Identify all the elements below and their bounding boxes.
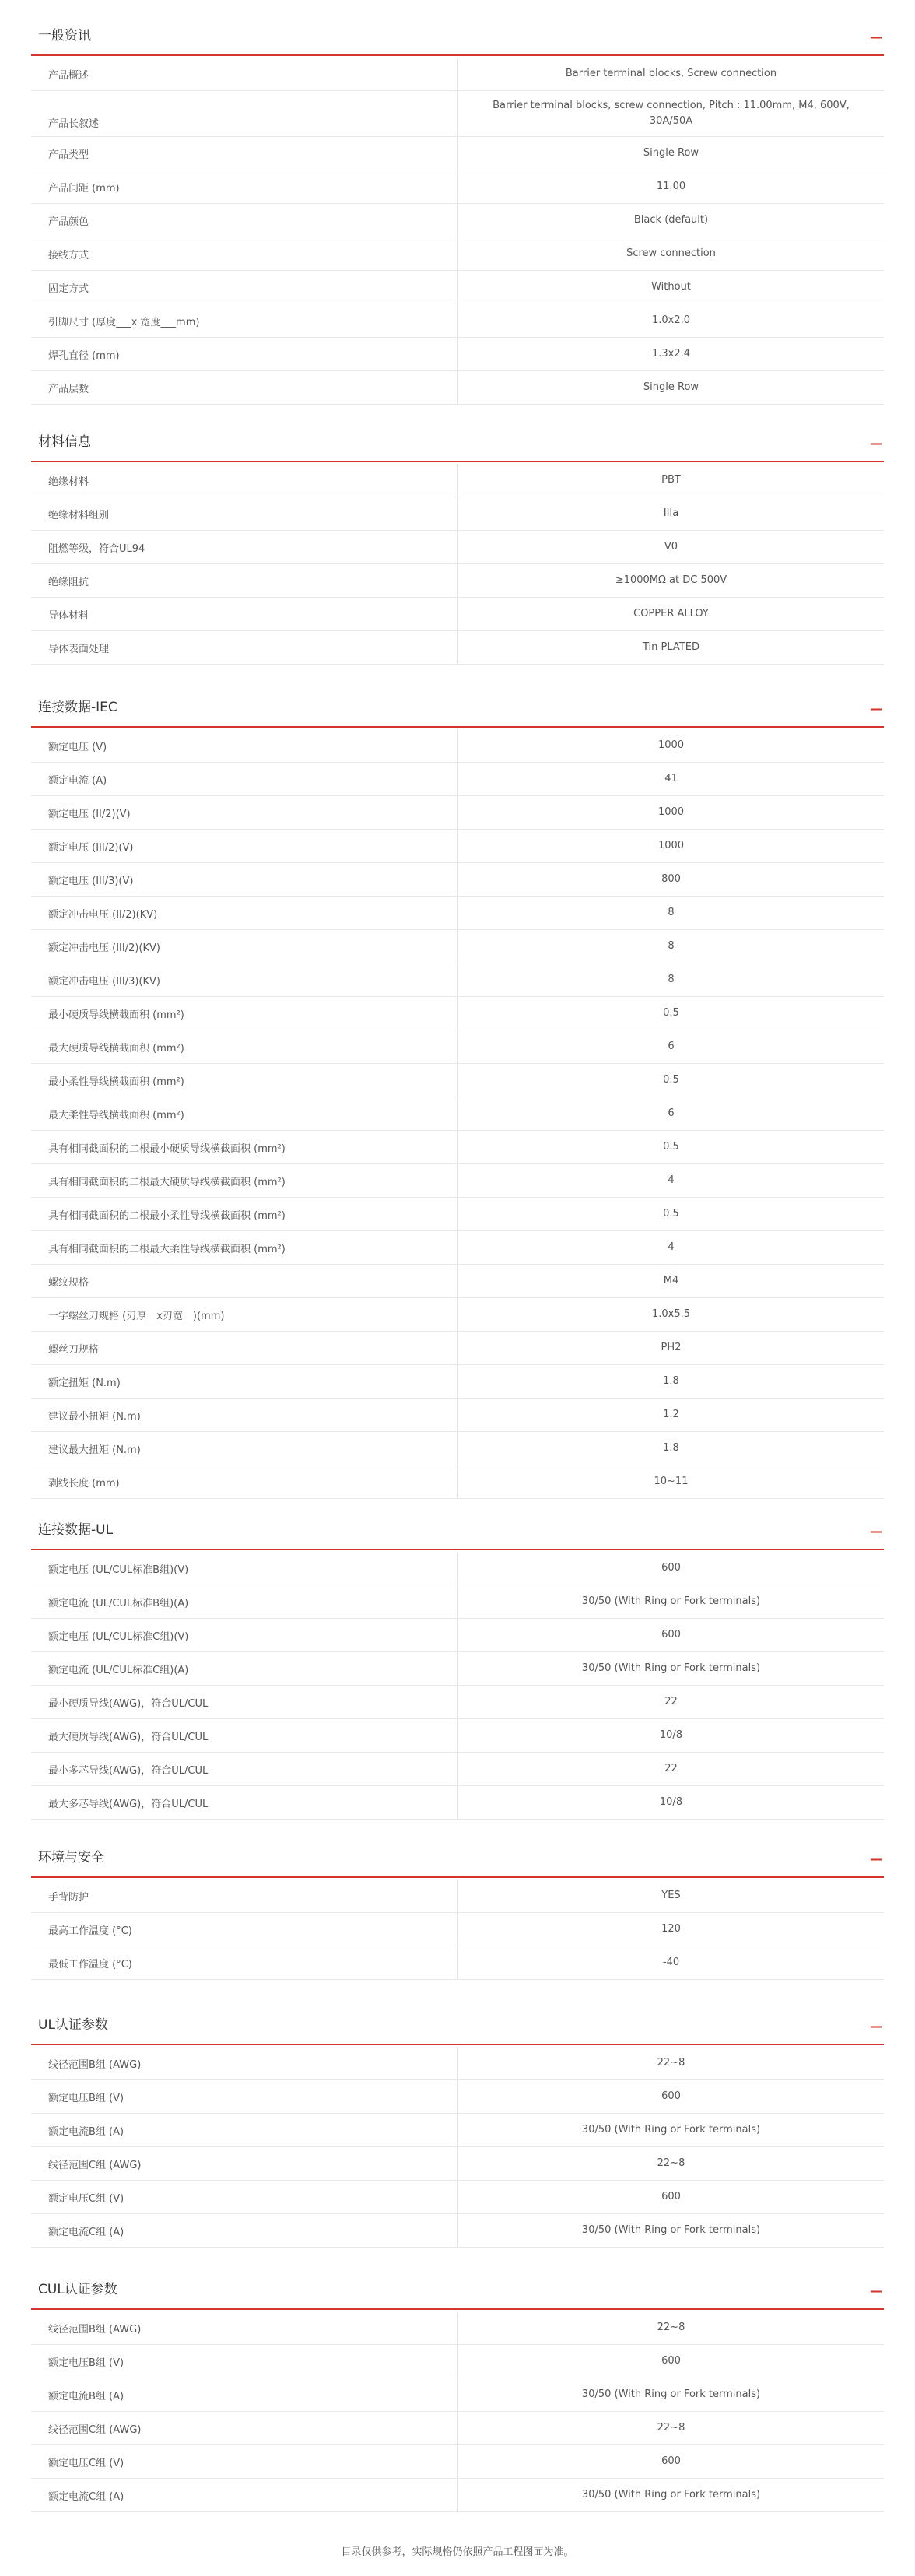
table-row bbox=[31, 1946, 884, 1980]
spec-label: 产品层数 bbox=[31, 371, 458, 404]
spec-label: 产品长叙述 bbox=[31, 91, 458, 136]
spec-label: 产品颜色 bbox=[31, 204, 458, 237]
table-row bbox=[31, 1198, 884, 1231]
table-row bbox=[31, 598, 884, 631]
table-row bbox=[31, 497, 884, 531]
table-row bbox=[31, 2345, 884, 2378]
section-header[interactable] bbox=[31, 2276, 884, 2299]
section-divider bbox=[31, 1876, 884, 1878]
spec-value: PBT bbox=[661, 474, 681, 486]
spec-label: 产品类型 bbox=[31, 137, 458, 170]
table-row bbox=[31, 1231, 884, 1265]
table-row bbox=[31, 2214, 884, 2248]
spec-label: 最小多芯导线(AWG)，符合UL/CUL bbox=[31, 1753, 458, 1785]
spec-value: V0 bbox=[664, 541, 678, 553]
table-row bbox=[31, 2311, 884, 2345]
table-row bbox=[31, 58, 884, 91]
table-row bbox=[31, 1913, 884, 1946]
table-row bbox=[31, 863, 884, 897]
section-title: CUL认证参数 bbox=[38, 2281, 117, 2297]
table-row bbox=[31, 2412, 884, 2445]
table-row bbox=[31, 1097, 884, 1131]
spec-value: 6 bbox=[668, 1041, 675, 1052]
spec-value: 1.8 bbox=[663, 1442, 679, 1454]
spec-table bbox=[31, 1552, 884, 1820]
table-row bbox=[31, 1753, 884, 1786]
spec-value: 4 bbox=[668, 1174, 675, 1186]
spec-value: Barrier terminal blocks, Screw connection bbox=[565, 68, 777, 79]
spec-label: 额定电压C组 (V) bbox=[31, 2181, 458, 2213]
section-divider bbox=[31, 54, 884, 56]
spec-label: 焊孔直径 (mm) bbox=[31, 338, 458, 370]
spec-value: YES bbox=[661, 1890, 681, 1901]
spec-label: 产品间距 (mm) bbox=[31, 170, 458, 203]
table-row bbox=[31, 531, 884, 564]
table-row bbox=[31, 1465, 884, 1499]
spec-table bbox=[31, 2311, 884, 2512]
spec-value: 1.0x5.5 bbox=[651, 1308, 691, 1320]
section-divider bbox=[31, 461, 884, 462]
spec-label: 最小硬质导线(AWG)，符合UL/CUL bbox=[31, 1686, 458, 1718]
table-row bbox=[31, 1298, 884, 1332]
section-header[interactable] bbox=[31, 693, 884, 717]
table-row bbox=[31, 1164, 884, 1198]
spec-label: 额定电流C组 (A) bbox=[31, 2479, 458, 2511]
spec-value: 600 bbox=[661, 1562, 681, 1574]
table-row bbox=[31, 1719, 884, 1753]
section-title: UL认证参数 bbox=[38, 2016, 108, 2033]
spec-label: 绝缘材料组别 bbox=[31, 497, 458, 530]
table-row bbox=[31, 1786, 884, 1820]
table-row bbox=[31, 1064, 884, 1097]
spec-value: 600 bbox=[661, 2355, 681, 2367]
table-row bbox=[31, 963, 884, 997]
spec-table bbox=[31, 729, 884, 1499]
spec-label: 最低工作温度 (°C) bbox=[31, 1946, 458, 1979]
spec-label: 额定电流B组 (A) bbox=[31, 2114, 458, 2146]
spec-label: 最小硬质导线横截面积 (mm²) bbox=[31, 997, 458, 1030]
section-divider bbox=[31, 1549, 884, 1550]
spec-table bbox=[31, 1879, 884, 1980]
table-row bbox=[31, 796, 884, 830]
spec-label: 绝缘阻抗 bbox=[31, 564, 458, 597]
spec-value: 22~8 bbox=[657, 2157, 685, 2169]
spec-label: 额定电压 (UL/CUL标准C组)(V) bbox=[31, 1619, 458, 1651]
table-row bbox=[31, 2080, 884, 2114]
spec-label: 导体材料 bbox=[31, 598, 458, 630]
spec-value: COPPER ALLOY bbox=[633, 608, 709, 619]
spec-value: 10/8 bbox=[659, 1796, 683, 1808]
spec-value: 8 bbox=[668, 907, 675, 918]
spec-value: Without bbox=[651, 281, 691, 293]
spec-value: 0.5 bbox=[663, 1074, 679, 1086]
spec-value: -40 bbox=[662, 1957, 680, 1968]
spec-label: 额定电压B组 (V) bbox=[31, 2345, 458, 2378]
section-header[interactable] bbox=[31, 1844, 884, 1867]
spec-label: 阻燃等级，符合UL94 bbox=[31, 531, 458, 563]
spec-value: 10/8 bbox=[659, 1729, 683, 1741]
spec-label: 产品概述 bbox=[31, 58, 458, 90]
spec-value: 30/50 (With Ring or Fork terminals) bbox=[581, 2388, 761, 2400]
spec-value: 600 bbox=[661, 2455, 681, 2467]
spec-label: 额定电流 (UL/CUL标准C组)(A) bbox=[31, 1652, 458, 1685]
section-title: 连接数据-IEC bbox=[38, 699, 117, 715]
spec-label: 额定电压 (UL/CUL标准B组)(V) bbox=[31, 1552, 458, 1585]
collapse-icon[interactable]: — bbox=[870, 1523, 882, 1539]
table-row bbox=[31, 338, 884, 371]
table-row bbox=[31, 1619, 884, 1652]
spec-value: M4 bbox=[663, 1275, 679, 1286]
spec-label: 额定电压 (III/2)(V) bbox=[31, 830, 458, 862]
spec-label: 额定冲击电压 (II/2)(KV) bbox=[31, 897, 458, 929]
spec-value: IIIa bbox=[663, 507, 679, 519]
spec-label: 接线方式 bbox=[31, 237, 458, 270]
spec-label: 导体表面处理 bbox=[31, 631, 458, 664]
collapse-icon[interactable]: — bbox=[870, 2018, 882, 2034]
spec-table bbox=[31, 2047, 884, 2248]
spec-value: 120 bbox=[661, 1923, 681, 1935]
spec-value: 1.8 bbox=[663, 1375, 679, 1387]
section-header[interactable] bbox=[31, 1516, 884, 1539]
spec-value: ≥1000MΩ at DC 500V bbox=[615, 574, 727, 586]
spec-value: 0.5 bbox=[663, 1208, 679, 1220]
spec-label: 具有相同截面积的二根最大柔性导线横截面积 (mm²) bbox=[31, 1231, 458, 1264]
spec-value: 4 bbox=[668, 1241, 675, 1253]
collapse-icon[interactable]: — bbox=[870, 700, 882, 716]
table-row bbox=[31, 2445, 884, 2479]
table-row bbox=[31, 1131, 884, 1164]
spec-label: 螺纹规格 bbox=[31, 1265, 458, 1297]
spec-label: 额定冲击电压 (III/2)(KV) bbox=[31, 930, 458, 963]
spec-value: 41 bbox=[664, 773, 678, 784]
spec-label: 线径范围B组 (AWG) bbox=[31, 2311, 458, 2344]
table-row bbox=[31, 1552, 884, 1585]
spec-value: 8 bbox=[668, 940, 675, 952]
table-row bbox=[31, 204, 884, 237]
spec-value: 22 bbox=[664, 1763, 678, 1774]
spec-value: Single Row bbox=[643, 147, 699, 159]
spec-label: 线径范围C组 (AWG) bbox=[31, 2412, 458, 2444]
spec-table bbox=[31, 58, 884, 405]
spec-value: 600 bbox=[661, 1629, 681, 1641]
section-header[interactable] bbox=[31, 428, 884, 451]
disclaimer-footer: 目录仅供参考，实际规格仍依照产品工程图面为准。 bbox=[341, 2546, 574, 2558]
spec-value: Black (default) bbox=[633, 214, 709, 226]
spec-label: 具有相同截面积的二根最小柔性导线横截面积 (mm²) bbox=[31, 1198, 458, 1230]
spec-value: 0.5 bbox=[663, 1007, 679, 1019]
spec-value: 22~8 bbox=[657, 2057, 685, 2069]
spec-label: 额定电压C组 (V) bbox=[31, 2445, 458, 2478]
section-header[interactable] bbox=[31, 2011, 884, 2034]
spec-value: 1.3x2.4 bbox=[651, 348, 691, 360]
table-row bbox=[31, 1686, 884, 1719]
table-row bbox=[31, 2047, 884, 2080]
spec-value: 22~8 bbox=[657, 2422, 685, 2434]
table-row bbox=[31, 1365, 884, 1399]
spec-label: 最高工作温度 (°C) bbox=[31, 1913, 458, 1946]
collapse-icon[interactable]: — bbox=[870, 1851, 882, 1866]
table-row bbox=[31, 997, 884, 1030]
table-row bbox=[31, 1399, 884, 1432]
table-row bbox=[31, 930, 884, 963]
spec-label: 额定电压B组 (V) bbox=[31, 2080, 458, 2113]
spec-value: 30/50 (With Ring or Fork terminals) bbox=[581, 1595, 761, 1607]
section-title: 材料信息 bbox=[38, 433, 91, 450]
spec-value: 8 bbox=[668, 974, 675, 985]
section-divider bbox=[31, 2044, 884, 2045]
spec-value: 0.5 bbox=[663, 1141, 679, 1153]
spec-label: 引脚尺寸 (厚度___x 宽度___mm) bbox=[31, 304, 458, 337]
table-row bbox=[31, 2479, 884, 2512]
table-row bbox=[31, 2378, 884, 2412]
section-header[interactable] bbox=[31, 22, 884, 45]
table-row bbox=[31, 2147, 884, 2181]
spec-value: 600 bbox=[661, 2090, 681, 2102]
spec-value: 11.00 bbox=[656, 181, 686, 192]
table-row bbox=[31, 2114, 884, 2147]
spec-label: 最大柔性导线横截面积 (mm²) bbox=[31, 1097, 458, 1130]
spec-label: 螺丝刀规格 bbox=[31, 1332, 458, 1364]
spec-value: 30/50 (With Ring or Fork terminals) bbox=[581, 2489, 761, 2501]
table-row bbox=[31, 1030, 884, 1064]
spec-value: 1000 bbox=[657, 806, 685, 818]
spec-label: 最小柔性导线横截面积 (mm²) bbox=[31, 1064, 458, 1097]
table-row bbox=[31, 763, 884, 796]
spec-label: 线径范围C组 (AWG) bbox=[31, 2147, 458, 2180]
spec-value: 22~8 bbox=[657, 2322, 685, 2333]
spec-label: 建议最小扭矩 (N.m) bbox=[31, 1399, 458, 1431]
table-row bbox=[31, 1265, 884, 1298]
collapse-icon[interactable]: — bbox=[870, 435, 882, 451]
spec-table bbox=[31, 464, 884, 665]
table-row bbox=[31, 729, 884, 763]
spec-label: 手背防护 bbox=[31, 1879, 458, 1912]
table-row bbox=[31, 371, 884, 405]
spec-label: 线径范围B组 (AWG) bbox=[31, 2047, 458, 2079]
table-row bbox=[31, 2181, 884, 2214]
spec-label: 额定冲击电压 (III/3)(KV) bbox=[31, 963, 458, 996]
spec-label: 最大多芯导线(AWG)，符合UL/CUL bbox=[31, 1786, 458, 1819]
spec-label: 具有相同截面积的二根最小硬质导线横截面积 (mm²) bbox=[31, 1131, 458, 1163]
spec-label: 额定电压 (III/3)(V) bbox=[31, 863, 458, 896]
collapse-icon[interactable]: — bbox=[870, 29, 882, 44]
table-row bbox=[31, 897, 884, 930]
spec-value: 30/50 (With Ring or Fork terminals) bbox=[581, 2224, 761, 2236]
spec-label: 额定电流 (UL/CUL标准B组)(A) bbox=[31, 1585, 458, 1618]
spec-label: 额定电压 (V) bbox=[31, 729, 458, 762]
spec-value: 1000 bbox=[657, 840, 685, 851]
table-row bbox=[31, 564, 884, 598]
table-row bbox=[31, 1332, 884, 1365]
table-row bbox=[31, 830, 884, 863]
table-row bbox=[31, 464, 884, 497]
spec-label: 建议最大扭矩 (N.m) bbox=[31, 1432, 458, 1465]
spec-value: 30/50 (With Ring or Fork terminals) bbox=[581, 1662, 761, 1674]
table-row bbox=[31, 91, 884, 137]
spec-value: PH2 bbox=[661, 1342, 682, 1353]
spec-label: 额定电流B组 (A) bbox=[31, 2378, 458, 2411]
spec-value: Screw connection bbox=[626, 247, 716, 259]
section-divider bbox=[31, 2308, 884, 2310]
spec-value: Tin PLATED bbox=[643, 641, 699, 653]
spec-value: 10~11 bbox=[654, 1476, 689, 1487]
spec-label: 剥线长度 (mm) bbox=[31, 1465, 458, 1498]
spec-value: Barrier terminal blocks, screw connection, Pitch : 11.00mm, M4, 600V, 30A/50A bbox=[493, 100, 850, 127]
spec-value: 30/50 (With Ring or Fork terminals) bbox=[581, 2124, 761, 2136]
spec-value: 800 bbox=[661, 873, 681, 885]
table-row bbox=[31, 137, 884, 170]
spec-value: 1.2 bbox=[663, 1409, 679, 1420]
section-title: 连接数据-UL bbox=[38, 1521, 114, 1538]
spec-label: 最大硬质导线(AWG)，符合UL/CUL bbox=[31, 1719, 458, 1752]
table-row bbox=[31, 237, 884, 271]
table-row bbox=[31, 1879, 884, 1913]
spec-label: 额定电压 (II/2)(V) bbox=[31, 796, 458, 829]
table-row bbox=[31, 1585, 884, 1619]
spec-label: 一字螺丝刀规格 (刃厚__x刃宽__)(mm) bbox=[31, 1298, 458, 1331]
table-row bbox=[31, 1432, 884, 1465]
table-row bbox=[31, 631, 884, 665]
spec-value: 1.0x2.0 bbox=[651, 314, 691, 326]
spec-value: 1000 bbox=[657, 739, 685, 751]
section-title: 环境与安全 bbox=[38, 1849, 104, 1865]
table-row bbox=[31, 170, 884, 204]
spec-label: 具有相同截面积的二根最大硬质导线横截面积 (mm²) bbox=[31, 1164, 458, 1197]
spec-value: 22 bbox=[664, 1696, 678, 1707]
spec-label: 固定方式 bbox=[31, 271, 458, 304]
spec-value: 6 bbox=[668, 1107, 675, 1119]
table-row bbox=[31, 1652, 884, 1686]
section-divider bbox=[31, 726, 884, 728]
table-row bbox=[31, 271, 884, 304]
spec-value: Single Row bbox=[643, 381, 699, 393]
spec-label: 额定电流C组 (A) bbox=[31, 2214, 458, 2247]
section-title: 一般资讯 bbox=[38, 27, 91, 44]
collapse-icon[interactable]: — bbox=[870, 2283, 882, 2298]
spec-label: 最大硬质导线横截面积 (mm²) bbox=[31, 1030, 458, 1063]
table-row bbox=[31, 304, 884, 338]
spec-label: 额定扭矩 (N.m) bbox=[31, 1365, 458, 1398]
spec-label: 绝缘材料 bbox=[31, 464, 458, 497]
spec-label: 额定电流 (A) bbox=[31, 763, 458, 795]
spec-value: 600 bbox=[661, 2191, 681, 2202]
